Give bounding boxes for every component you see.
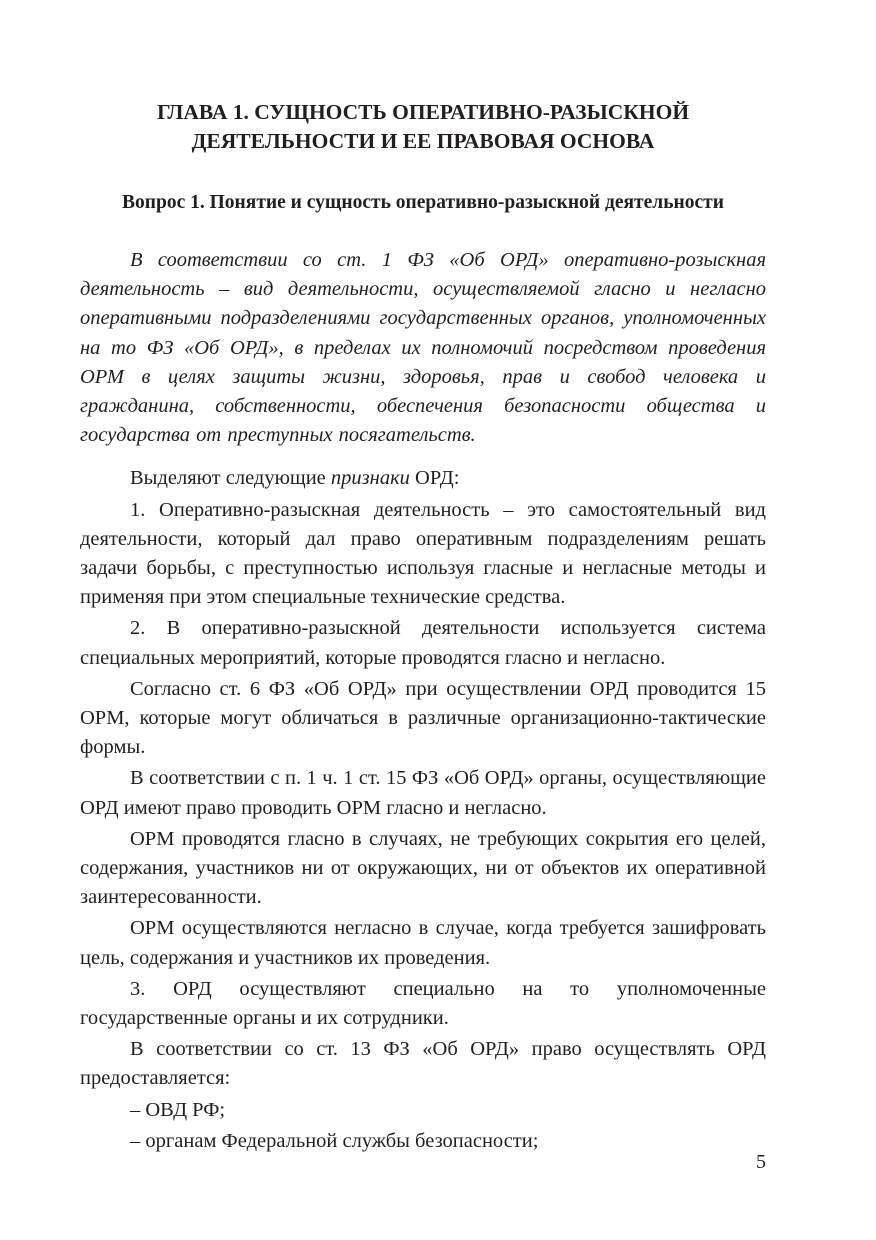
list-item-ovd: – ОВД РФ; bbox=[130, 1098, 226, 1121]
signs-intro-before: Выделяют следующие bbox=[130, 467, 331, 490]
signs-intro-emphasis: признаки bbox=[330, 467, 410, 490]
list-item-fsb: – органам Федеральной службы безопасности; bbox=[130, 1129, 539, 1152]
signs-intro-paragraph bbox=[80, 464, 766, 493]
body-text bbox=[80, 246, 766, 1158]
signs-intro-after: ОРД: bbox=[409, 467, 460, 490]
paragraph-covert-orm: ОРМ осуществляются негласно в случае, когда требуется зашифровать цель, содержания и участников их проведения. bbox=[80, 917, 766, 969]
paragraph-article-13: В соответствии со ст. 13 ФЗ «Об ОРД» право осуществлять ОРД предоставляется: bbox=[80, 1038, 766, 1090]
chapter-title-line-1: ГЛАВА 1. СУЩНОСТЬ ОПЕРАТИВНО-РАЗЫСКНОЙ bbox=[156, 100, 690, 124]
chapter-title-line-2: ДЕЯТЕЛЬНОСТИ И ЕЕ ПРАВОВАЯ ОСНОВА bbox=[191, 129, 655, 153]
page-number: 5 bbox=[756, 1151, 766, 1173]
paragraph-sign-1: 1. Оперативно-разыскная деятельность – это самостоятельный вид деятельности, который дал право оперативным подразделениям решать задачи борьбы, с преступностью используя гласные и негласные методы и применяя при этом специальные технические средства. bbox=[80, 498, 766, 609]
paragraph-article-15: В соответствии с п. 1 ч. 1 ст. 15 ФЗ «Об ОРД» органы, осуществляющие ОРД имеют право проводить ОРМ гласно и негласно. bbox=[80, 767, 766, 819]
definition-paragraph: В соответствии со ст. 1 ФЗ «Об ОРД» оперативно-розыскная деятельность – вид деятельности, осуществляемой гласно и негласно оперативными подразделениями государственных органов, уполномоченных на то ФЗ «Об ОРД», в пределах их полномочий посредством проведения ОРМ в целях защиты жизни, здоровья, прав и свобод человека и гражданина, собственности, обеспечения безопасности общества и государства от преступных посягательств. bbox=[80, 249, 766, 447]
paragraph-overt-orm: ОРМ проводятся гласно в случаях, не требующих сокрытия его целей, содержания, участников ни от окружающих, ни от объектов их оперативной заинтересованности. bbox=[80, 827, 766, 909]
chapter-title bbox=[80, 98, 766, 156]
paragraph-sign-2: 2. В оперативно-разыскной деятельности используется система специальных мероприятий, которые проводятся гласно и негласно. bbox=[80, 617, 766, 669]
question-title: Вопрос 1. Понятие и сущность оперативно-разыскной деятельности bbox=[122, 192, 724, 213]
paragraph-article-6: Согласно ст. 6 ФЗ «Об ОРД» при осуществлении ОРД проводится 15 ОРМ, которые могут обличаться в различные организационно-тактические формы. bbox=[80, 677, 766, 759]
paragraph-sign-3: 3. ОРД осуществляют специально на то уполномоченные государственные органы и их сотрудники. bbox=[80, 977, 766, 1030]
